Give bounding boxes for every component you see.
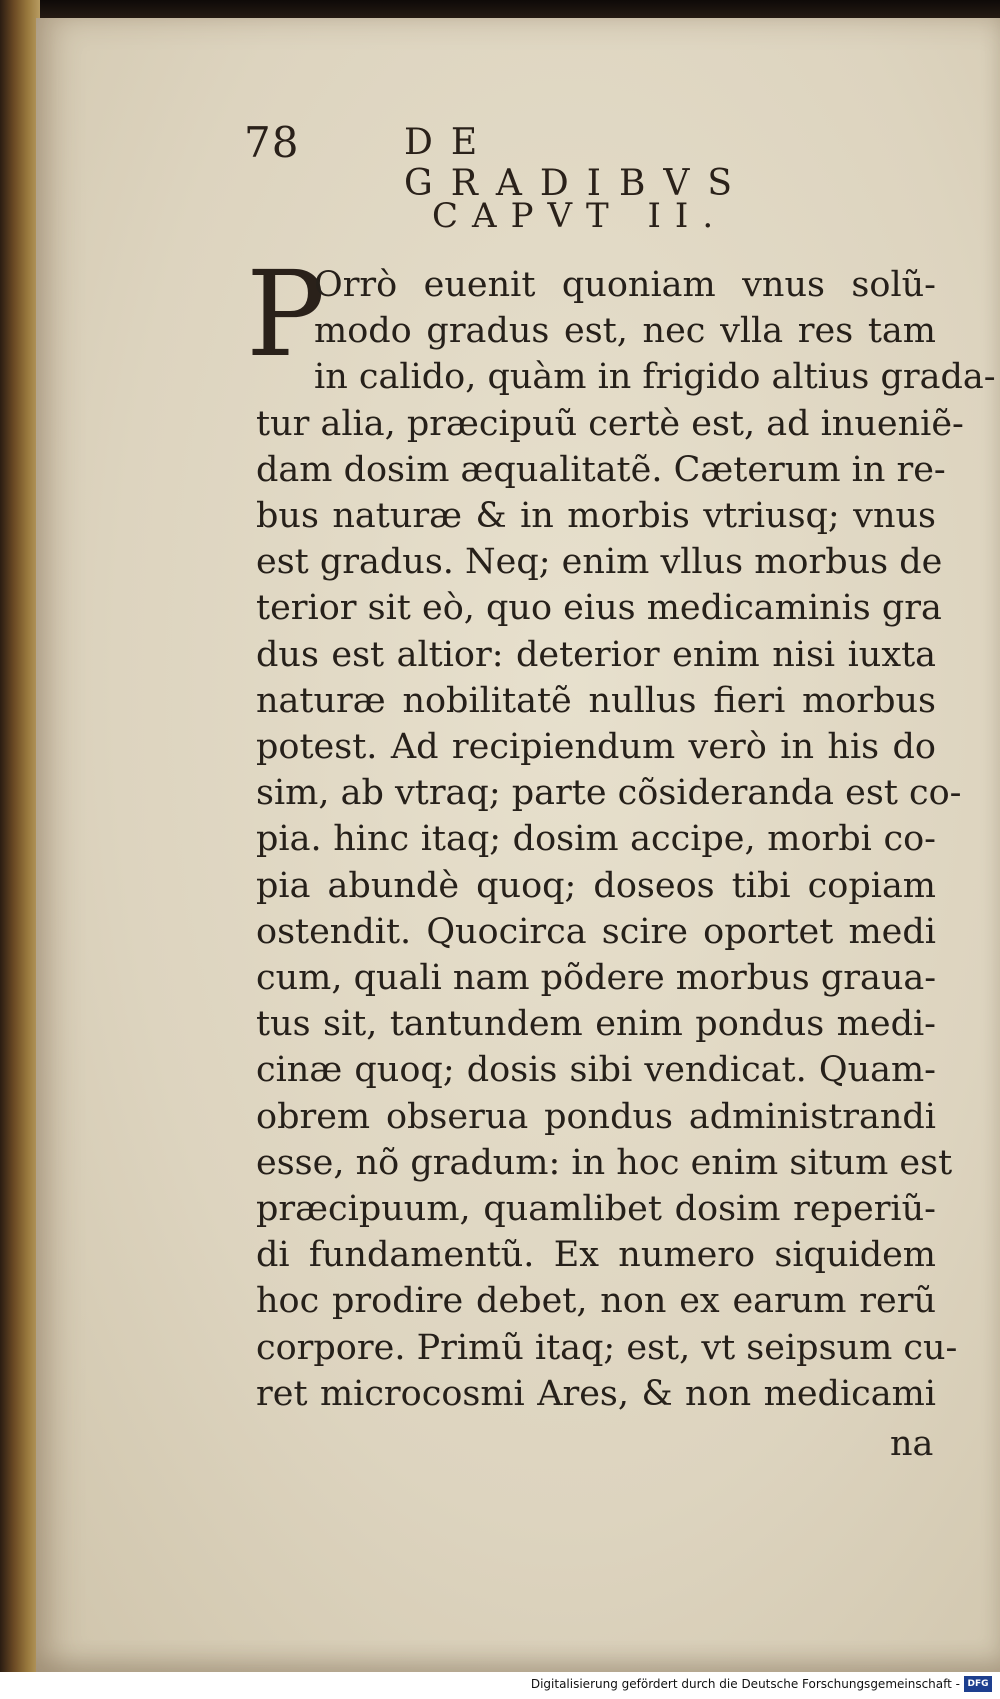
- text-line: naturæ nobilitatẽ nullus fieri morbus: [256, 680, 936, 721]
- text-line: cinæ quoq; dosis sibi vendicat. Quam-: [256, 1050, 936, 1091]
- text-line: obrem obserua pondus administrandi: [256, 1096, 936, 1137]
- text-line: ostendit. Quocirca scire oportet medi: [256, 911, 936, 952]
- text-line: præcipuum, quamlibet dosim reperiũ-: [256, 1189, 936, 1229]
- text-line: pia abundè quoq; doseos tibi copiam: [256, 865, 936, 906]
- text-line: tus sit, tantundem enim pondus medi-: [256, 1004, 936, 1045]
- text-line: sim, ab vtraq; parte cõsideranda est co-: [256, 773, 962, 814]
- text-line: in calido, quàm in frigido altius grada-: [314, 357, 996, 398]
- page-number: 78: [244, 118, 300, 167]
- text-line: est gradus. Neq; enim vllus morbus de: [256, 542, 943, 583]
- text-line: dam dosim æqualitatẽ. Cæterum in re-: [256, 449, 946, 490]
- text-line: terior sit eò, quo eius medicaminis gra: [256, 588, 942, 629]
- text-line: bus naturæ & in morbis vtriusq; vnus: [256, 496, 936, 536]
- text-line: potest. Ad recipiendum verò in his do: [256, 727, 936, 767]
- text-line: di fundamentũ. Ex numero siquidem: [256, 1235, 936, 1276]
- drop-capital: P: [246, 245, 326, 383]
- text-line: modo gradus est, nec vlla res tam: [314, 311, 936, 352]
- text-line: esse, nõ gradum: in hoc enim situm est: [256, 1142, 953, 1183]
- text-line: dus est altior: deterior enim nisi iuxta: [256, 634, 936, 675]
- book-binding-edge: [0, 0, 40, 1672]
- funding-credit: Digitalisierung gefördert durch die Deutsche Forschungsgemeinschaft -: [530, 1677, 960, 1691]
- text-line: tur alia, præcipuũ certè est, ad inueniẽ-: [256, 403, 964, 444]
- dfg-logo-icon: DFG: [964, 1676, 992, 1692]
- footer-bar: [0, 1672, 1000, 1699]
- text-line: cum, quali nam põdere morbus graua-: [256, 958, 937, 998]
- text-line: ret microcosmi Ares, & non medicami: [256, 1373, 936, 1414]
- text-line: corpore. Primũ itaq; est, vt seipsum cu-: [256, 1327, 958, 1368]
- catchword: na: [890, 1424, 934, 1464]
- chapter-heading: CAPVT II.: [432, 196, 728, 236]
- text-line: Orrò euenit quoniam vnus solũ-: [314, 265, 936, 305]
- page-header: [244, 118, 864, 204]
- text-line: hoc prodire debet, non ex earum rerũ: [256, 1281, 936, 1322]
- text-line: pia. hinc itaq; dosim accipe, morbi co-: [256, 819, 936, 860]
- running-title: DE GRADIBVS: [404, 122, 751, 204]
